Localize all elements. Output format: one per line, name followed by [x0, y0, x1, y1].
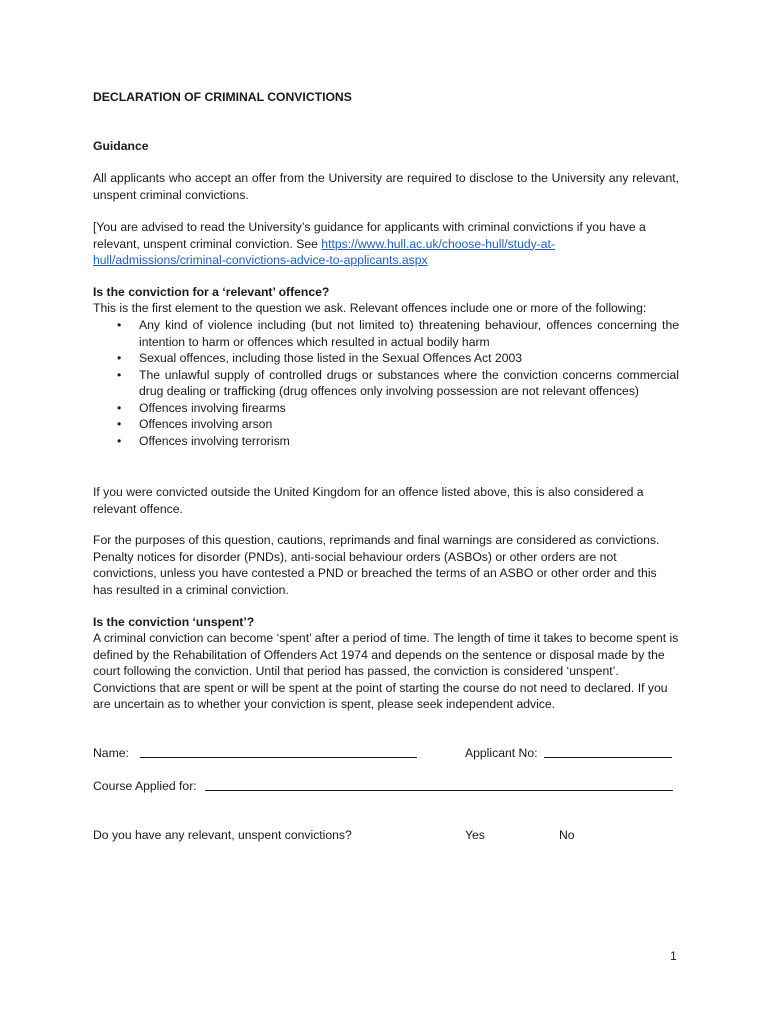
- unspent-paragraph: A criminal conviction can become ‘spent’ after a period of time. The length of time it takes to become spent is defined by the Rehabilitation of Offenders Act 1974 and depends on the sentence or disposal made by the court following the conviction. Until that period has passed, the conviction is considered ‘unspent’. Convictions that are spent or will be spent at the point of starting the course do not need to declared. If you are uncertain as to whether your conviction is spent, please seek independent advice.: [93, 631, 679, 711]
- intro-paragraph: All applicants who accept an offer from the University are required to disclose to the University any relevant, unspent criminal convictions.: [93, 171, 679, 202]
- course-row: [93, 778, 679, 795]
- page-number: 1: [670, 949, 677, 963]
- yes-option[interactable]: Yes: [465, 828, 485, 842]
- applicant-no-label: Applicant No:: [465, 746, 538, 760]
- outside-uk-paragraph: If you were convicted outside the United Kingdom for an offence listed above, this is also considered a relevant offence.: [93, 485, 644, 516]
- document-title: DECLARATION OF CRIMINAL CONVICTIONS: [93, 90, 352, 104]
- course-label: Course Applied for:: [93, 779, 197, 793]
- purposes-paragraph: For the purposes of this question, cautions, reprimands and final warnings are considered as convictions. Penalty notices for disorder (PNDs), anti-social behaviour orders (ASBOs) or other orders are not convictions, unless you have contested a PND or breached the terms of an ASBO or other order and this has resulted in a criminal conviction.: [93, 533, 660, 597]
- relevant-intro: This is the first element to the question we ask. Relevant offences include one or more of the following:: [93, 301, 647, 315]
- name-row: [93, 745, 679, 762]
- list-item: • Offences involving firearms: [93, 400, 679, 417]
- convictions-question: Do you have any relevant, unspent convictions?: [93, 828, 352, 842]
- list-item: • Offences involving terrorism: [93, 433, 679, 450]
- applicant-no-field[interactable]: [544, 745, 672, 758]
- name-field[interactable]: [140, 745, 417, 758]
- list-item: • Any kind of violence including (but not limited to) threatening behaviour, offences concerning the intention to harm or offences which resulted in actual bodily harm: [93, 317, 679, 350]
- name-label: Name:: [93, 746, 129, 760]
- list-item: • Sexual offences, including those listed in the Sexual Offences Act 2003: [93, 350, 679, 367]
- list-item: • Offences involving arson: [93, 416, 679, 433]
- list-item: • The unlawful supply of controlled drugs or substances where the conviction concerns commercial drug dealing or trafficking (drug offences only involving possession are not relevant offences): [93, 367, 679, 400]
- relevant-heading: Is the conviction for a ‘relevant’ offence?: [93, 285, 330, 299]
- advice-text: [You are advised to read the University’s guidance for applicants with criminal convictions if you have a relevant, unspent criminal conviction. See: [93, 220, 646, 251]
- no-option[interactable]: No: [559, 828, 575, 842]
- guidance-heading: Guidance: [93, 139, 149, 153]
- guidance-link[interactable]: https://www.hull.ac.uk/choose-hull/study-at-hull/admissions/criminal-convictions-advice-to-applicants.aspx: [93, 236, 555, 267]
- convictions-question-row: [93, 827, 679, 844]
- advice-paragraph: [93, 219, 679, 269]
- unspent-heading: Is the conviction ‘unspent’?: [93, 615, 255, 629]
- course-field[interactable]: [205, 778, 673, 791]
- relevant-offences-list: [93, 317, 679, 449]
